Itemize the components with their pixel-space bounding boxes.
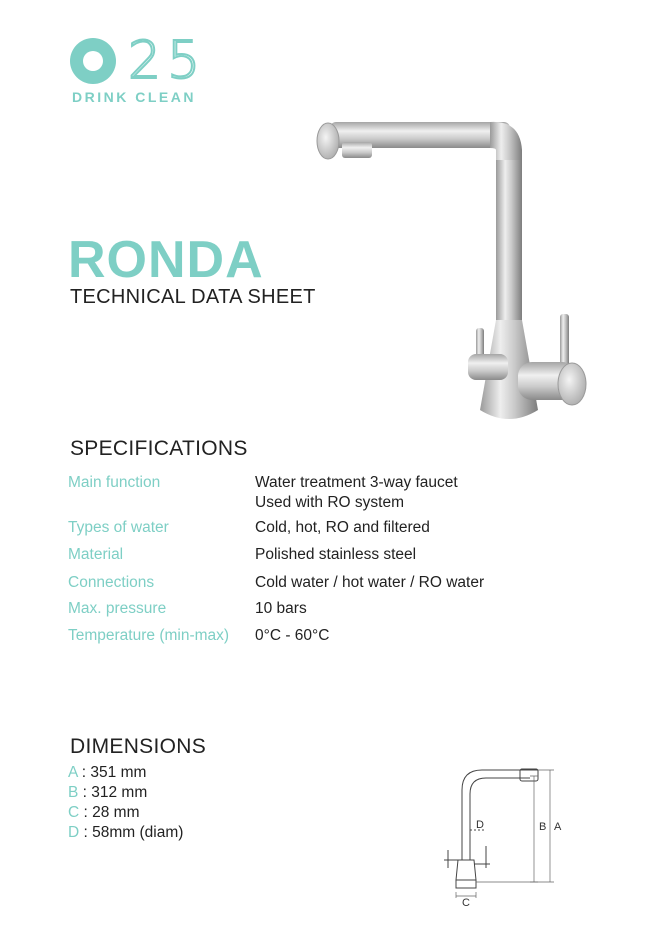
dimensions-heading: DIMENSIONS: [70, 735, 207, 758]
dimension-value: : 28 mm: [79, 804, 140, 821]
spec-label: Max. pressure: [68, 600, 167, 617]
spec-label: Main function: [68, 474, 161, 491]
diagram-label-b: B: [539, 821, 547, 833]
spec-value-line-2: Used with RO system: [255, 494, 405, 511]
dimension-letter: A: [68, 764, 78, 781]
logo-o-ring: [70, 38, 116, 84]
logo-tagline: DRINK CLEAN: [72, 89, 196, 105]
logo-digits: 25: [128, 31, 207, 91]
brand-logo: [68, 31, 218, 106]
spec-value: 10 bars: [255, 600, 307, 617]
spec-value: Cold, hot, RO and filtered: [255, 519, 430, 536]
spec-value: 0°C - 60°C: [255, 627, 330, 644]
dimension-letter: B: [68, 784, 79, 801]
dimension-value: : 312 mm: [78, 784, 148, 801]
diagram-label-c: C: [462, 897, 470, 909]
spec-value: Cold water / hot water / RO water: [255, 574, 485, 591]
faucet-photo-icon: [310, 110, 600, 430]
dimension-value: : 351 mm: [77, 764, 147, 781]
dimension-letter: D: [68, 824, 80, 841]
diagram-label-a: A: [554, 821, 562, 833]
dimension-row-d: [68, 823, 183, 843]
product-name: RONDA: [68, 231, 264, 289]
spec-value: Water treatment 3-way faucet: [255, 474, 458, 491]
faucet-dimension-diagram-icon: [430, 760, 580, 910]
spec-label: Connections: [68, 574, 155, 591]
dimension-row-c: [68, 803, 140, 823]
dimension-letter: C: [68, 804, 80, 821]
specifications-heading: SPECIFICATIONS: [70, 437, 248, 460]
spec-label: Types of water: [68, 519, 169, 536]
diagram-label-d: D: [476, 819, 484, 831]
dimension-value: : 58mm (diam): [79, 824, 184, 841]
dimension-row-b: [68, 783, 147, 803]
spec-label: Material: [68, 546, 124, 563]
spec-label: Temperature (min-max): [68, 627, 230, 644]
dimension-row-a: [68, 763, 146, 783]
spec-value: Polished stainless steel: [255, 546, 417, 563]
document-subtitle: TECHNICAL DATA SHEET: [70, 286, 316, 308]
